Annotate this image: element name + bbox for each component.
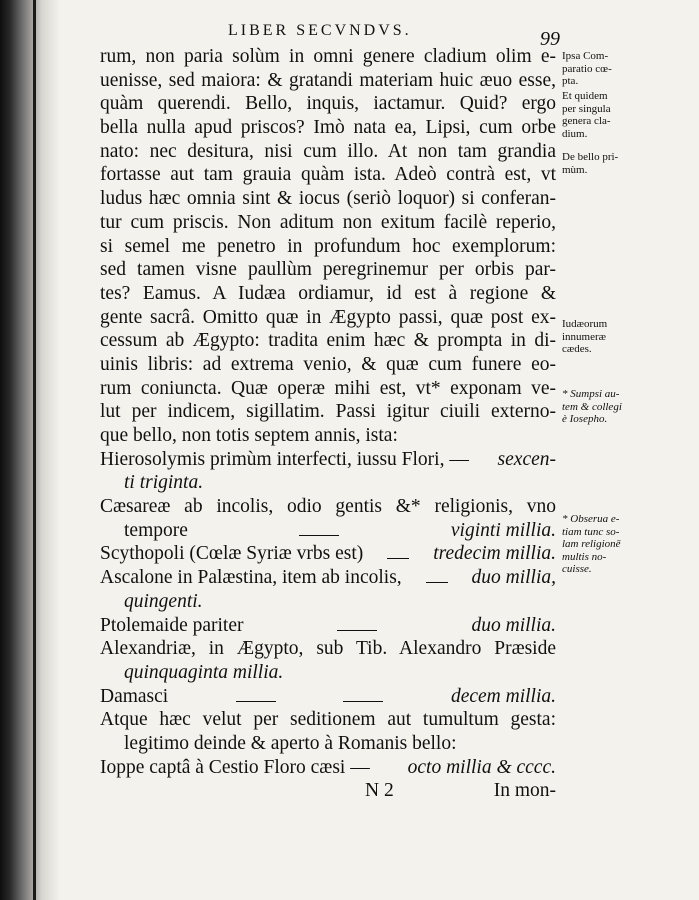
list-place: tempore [124,519,188,541]
text-line: tur cum priscis. Non aditum non exitum facilè reperio, [100,211,556,233]
text-line: uenisse, sed maiora: & gratandi materiam huic æuo esse, [100,69,556,91]
list-item-jerusalem [100,448,556,472]
list-item-alexandria: Alexandriæ, in Ægypto, sub Tib. Alexandro Præside [100,638,556,660]
book-spine-shadow [0,0,60,900]
main-text-block [100,45,556,803]
running-title: LIBER SECVNDVS. [228,22,412,39]
page-footer [100,779,556,803]
marginal-note: De bello pri- mùm. [562,151,619,176]
text-line: rum coniuncta. Quæ operæ mihi est, vt* exponam ve- [100,377,556,399]
list-count: sexcen- [497,448,556,470]
marginal-note: Et quidem per singula genera cla- dium. [562,90,611,140]
leader-dash [236,701,276,702]
list-item-ascalon-cont [100,590,556,614]
list-place: Scythopoli (Cœlæ Syriæ vrbs est) [100,543,364,565]
list-count: tredecim millia. [433,543,556,565]
leader-dash [343,701,383,702]
list-item-jerusalem-cont [100,471,556,495]
text-line: quàm querendi. Bello, inquis, iactamur. Quid? ergo [100,93,556,115]
text-line: nato: nec desitura, nisi cum illo. At non tam grandia [100,140,556,162]
text-line: lut per indicem, sigillatim. Passi igitur ciuili externo- [100,401,556,423]
list-count: quingenti. [124,590,203,612]
list-item-caesarea-cont [100,519,556,543]
list-place: Ascalone in Palæstina, item ab incolis, [100,567,402,589]
list-count: duo millia. [471,614,556,636]
text-line: uinis libris: ad extrema venio, & quæ cum funere eo- [100,353,556,375]
leader-dash [299,535,339,536]
text-line: sed tamen visne paullùm peregrinemur per orbis par- [100,259,556,281]
text-line: si semel me penetro in profundum hoc exemplorum: [100,235,556,257]
transition-line: Atque hæc velut per seditionem aut tumultum gesta: [100,709,556,731]
marginal-note: * Sumpsi au- tem & collegi è Iosepho. [562,388,622,425]
text-line: bella nulla apud priscos? Imò nata ea, Lipsi, cum orbe [100,117,556,139]
text-line: rum, non paria solùm in omni genere cladium olim e- [100,46,556,67]
list-place: Damasci [100,685,169,707]
text-line: fortasse aut tam grauia quàm ista. Adeò contrà est, vt [100,164,556,186]
list-item-caesarea: Cæsareæ ab incolis, odio gentis &* religionis, vno [100,496,556,518]
text-line: cessum ab Ægypto: tradita enim hæc & prompta in di- [100,330,556,352]
list-place: Ioppe captâ à Cestio Floro cæsi — [100,756,370,778]
gutter-line [33,0,36,900]
list-count: viginti millia. [450,519,556,541]
list-item-ascalon [100,566,556,590]
list-item-joppa [100,756,556,780]
list-count: octo millia & cccc. [407,756,556,778]
leader-dash [426,582,448,583]
list-item-damascus [100,685,556,709]
leader-dash [337,630,377,631]
leader-dash [387,558,409,559]
marginal-note: * Obserua e- tiam tunc so- lam religionē multis no- cuisse. [562,513,621,575]
list-place: Ptolemaide pariter [100,614,244,636]
transition-line: legitimo deinde & aperto à Romanis bello: [124,732,457,754]
marginal-note: Ipsa Com- paratio cœ- pta. [562,50,612,87]
marginal-note: Iudæorum innumeræ cædes. [562,318,608,355]
list-count: duo millia, [471,567,556,589]
text-line: que bello, non totis septem annis, ista: [100,425,398,446]
page-number: 99 [540,28,560,50]
signature-mark: N 2 [365,780,394,802]
text-line: ludus hæc omnia sint & iocus (seriò loquor) si conferan- [100,188,556,210]
list-item-alexandria-cont [100,661,556,685]
list-count: quinquaginta millia. [124,661,284,683]
text-line: gente sacrâ. Omitto quæ in Ægypto passi, quæ post ex- [100,306,556,328]
list-count: decem millia. [450,685,556,707]
list-place: Hierosolymis primùm interfecti, iussu Flori, — [100,448,469,470]
list-count: ti triginta. [124,472,204,494]
list-item-scythopolis [100,542,556,566]
catchword: In mon- [493,780,556,802]
text-line: tes? Eamus. A Iudæa ordiamur, id est à regione & [100,282,556,304]
list-item-ptolemais [100,614,556,638]
